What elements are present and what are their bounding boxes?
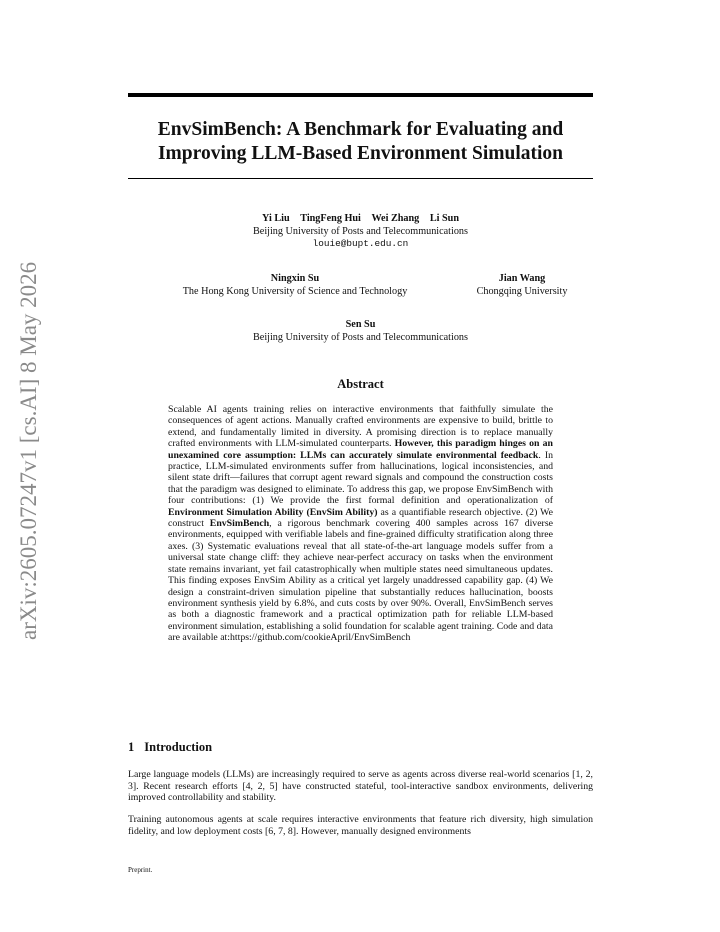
- title-line-1: EnvSimBench: A Benchmark for Evaluating and: [157, 119, 564, 140]
- abstract-text: as a quantifiable research objective. (2) We construct: [168, 506, 553, 530]
- footer-note: Preprint.: [128, 866, 153, 874]
- arxiv-identifier: arXiv:2605.07247v1 [cs.AI] 8 May 2026: [16, 261, 41, 640]
- title-line-2: Improving LLM-Based Environment Simulation: [157, 143, 564, 164]
- abstract-text: , a rigorous benchmark covering 400 samples across 167 diverse environments, equipped with verifiable labels and fine-grained difficulty stratification along three axes. (3) Systematic evaluations reveal that all state-of-the-art language models suffer from a universal state change cliff: they achieve near-perfect accuracy on tasks when the environment state remains invariant, yet fail catastrophically when multiple states need simultaneous updates. This finding exposes EnvSim Ability as a critical yet largely unaddressed capability gap. (4) We design a constraint-driven simulation pipeline that substantially reduces hallucination, boosts environment synthesis yield by 6.8%, and cuts costs by over 90%. Overall, EnvSimBench serves as both a diagnostic framework and a practical optimization path for reliable LLM-based environment simulation, establishing a solid foundation for scalable agent training. Code and data are available at:https://github.com/cookieApril/EnvSimBench: [168, 518, 553, 644]
- abstract-text: Scalable AI agents training relies on interactive environments that faithfully simulate the consequences of agent actions. Manually crafted environments are expensive to build, brittle to extend, and fundamentally limited in diversity. A promising direction is to replace manually crafted environments with LLM-simulated counterparts.: [168, 404, 553, 450]
- title-top-rule: [128, 93, 593, 97]
- author-affiliation: Beijing University of Posts and Telecommunications: [253, 225, 468, 237]
- paper-title: [128, 118, 593, 166]
- author-name: Jian Wang: [498, 273, 546, 284]
- section-title: Introduction: [144, 740, 213, 754]
- author-name: Yi Liu: [262, 213, 290, 224]
- abstract-text: . In practice, LLM-simulated environments suffer from hallucinations, logical inconsistencies, and silent state drift—failures that corrupt agent reward signals and compound the construction costs that the paradigm was designed to eliminate. To address this gap, we propose EnvSimBench with four contributions: (1) We provide the first formal definition and operationalization of: [168, 449, 553, 507]
- author-name: TingFeng Hui: [300, 213, 361, 224]
- abstract-body: [168, 404, 553, 644]
- author-group-3: [452, 273, 592, 298]
- abstract-emphasis: EnvSimBench: [209, 518, 270, 530]
- intro-paragraph-2: Training autonomous agents at scale requires interactive environments that feature rich diversity, high simulation fidelity, and low deployment costs [6, 7, 8]. However, manually designed environments: [128, 814, 593, 837]
- author-group-4: [128, 319, 593, 344]
- author-name: Sen Su: [345, 319, 376, 330]
- author-affiliation: Beijing University of Posts and Telecommunications: [253, 331, 468, 343]
- author-affiliation: The Hong Kong University of Science and Technology: [182, 285, 408, 297]
- intro-paragraph-1: Large language models (LLMs) are increasingly required to serve as agents across diverse real-world scenarios [1, 2, 3]. Recent research efforts [4, 2, 5] have constructed stateful, tool-interactive sandbox environments, delivering improved controllability and stability.: [128, 769, 593, 804]
- section-number: 1: [128, 740, 135, 754]
- author-name: Ningxin Su: [270, 273, 320, 284]
- title-bottom-rule: [128, 178, 593, 179]
- section-heading: [128, 740, 212, 755]
- abstract-heading: Abstract: [337, 377, 384, 391]
- abstract-emphasis: However, this paradigm hinges on an unexamined core assumption: LLMs can accurately simulate environmental feedback: [168, 438, 553, 461]
- author-group-2: [150, 273, 440, 298]
- author-email: louie@bupt.edu.cn: [312, 238, 409, 249]
- abstract-emphasis: Environment Simulation Ability (EnvSim Ability): [168, 506, 378, 518]
- author-name: Li Sun: [429, 213, 459, 224]
- author-name: Wei Zhang: [371, 213, 420, 224]
- author-group-1: [128, 213, 593, 251]
- author-names: [128, 213, 593, 226]
- author-affiliation: Chongqing University: [476, 285, 568, 297]
